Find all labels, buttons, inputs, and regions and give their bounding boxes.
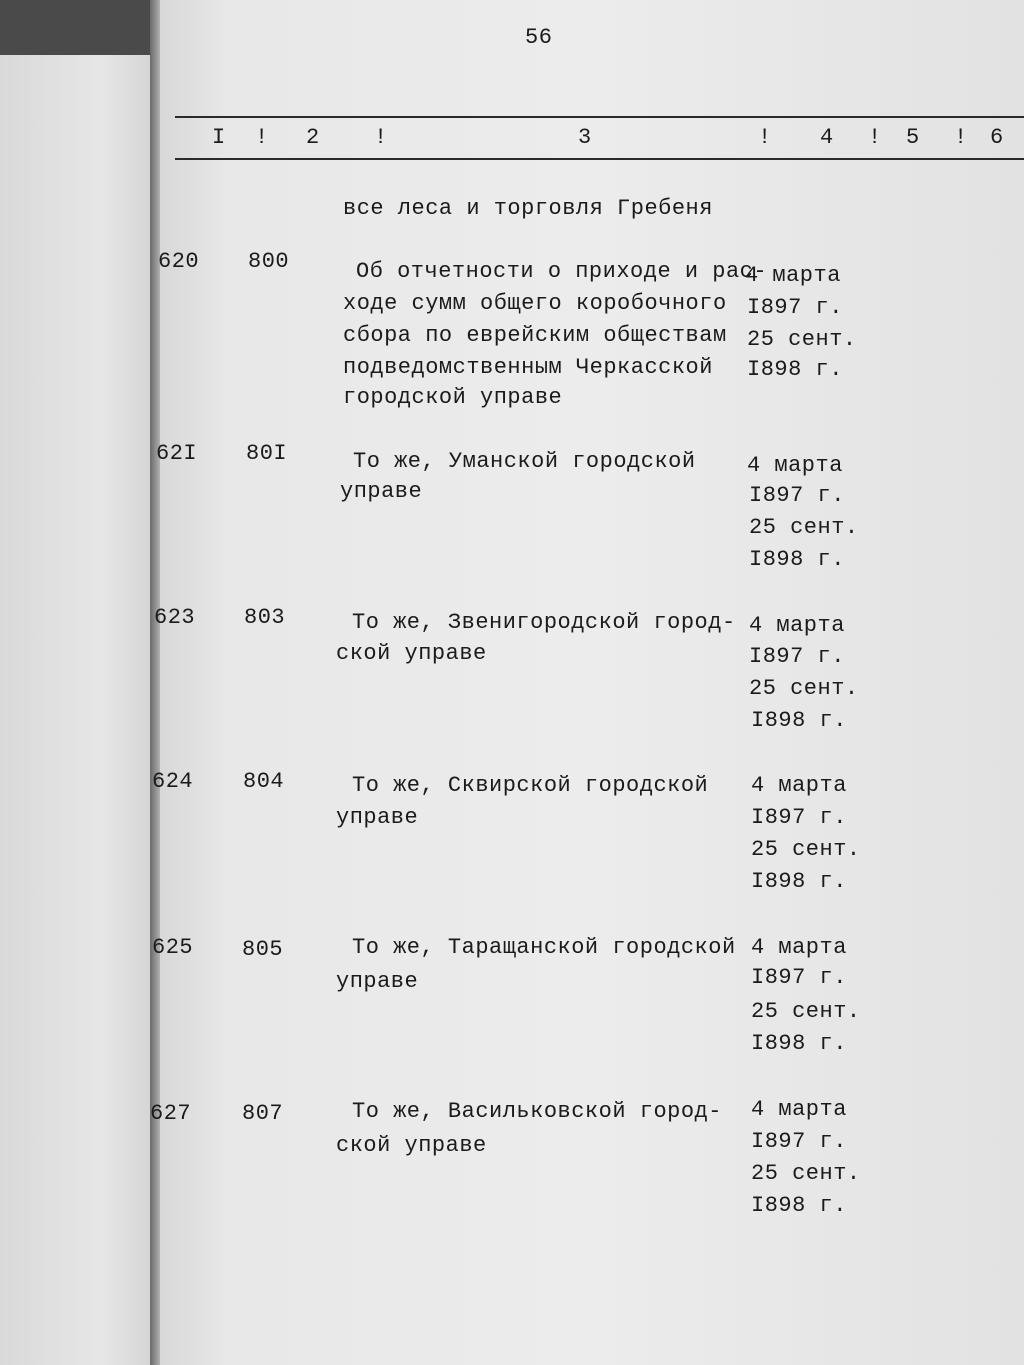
row-date-start-year: I897 г.: [749, 644, 845, 669]
row-inventory-number: 624: [152, 769, 194, 794]
row-date-end-year: I898 г.: [749, 547, 845, 572]
header-col-5: 5: [906, 125, 920, 150]
row-date-start: 4 марта: [747, 453, 843, 478]
header-separator: !: [954, 125, 968, 150]
row-date-end: 25 сент.: [751, 1161, 861, 1186]
row-title-line: То же, Сквирской городской: [352, 773, 709, 798]
header-col-6: 6: [990, 125, 1004, 150]
row-title-line: ходе сумм общего коробочного: [343, 291, 727, 316]
row-date-end-year: I898 г.: [751, 708, 847, 733]
header-col-4: 4: [820, 125, 834, 150]
continuation-text: все леса и торговля Гребеня: [343, 196, 713, 221]
row-title-line: городской управе: [343, 385, 563, 410]
row-date-end: 25 сент.: [751, 837, 861, 862]
facing-page: [0, 55, 170, 1365]
row-date-end-year: I898 г.: [751, 1193, 847, 1218]
row-inventory-number: 625: [152, 935, 194, 960]
table-header-rule: [175, 158, 1024, 160]
row-title-line: управе: [336, 805, 419, 830]
row-date-start-year: I897 г.: [751, 1129, 847, 1154]
row-file-number: 807: [242, 1101, 284, 1126]
page-number: 56: [525, 25, 553, 50]
document-page: [150, 0, 1024, 1365]
row-date-end: 25 сент.: [747, 327, 857, 352]
row-inventory-number: 623: [154, 605, 196, 630]
row-date-end: 25 сент.: [749, 515, 859, 540]
row-inventory-number: 620: [158, 249, 200, 274]
header-col-2: 2: [306, 125, 320, 150]
row-inventory-number: 627: [150, 1101, 192, 1126]
table-top-rule: [175, 116, 1024, 118]
row-date-start-year: I897 г.: [749, 483, 845, 508]
header-separator: !: [374, 125, 388, 150]
row-date-start: 4 марта: [751, 1097, 847, 1122]
header-col-3: 3: [578, 125, 592, 150]
row-date-end-year: I898 г.: [747, 357, 843, 382]
row-date-start: 4 марта: [751, 935, 847, 960]
row-date-start: 4 марта: [751, 773, 847, 798]
row-title-line: Об отчетности о приходе и рас-: [356, 259, 768, 284]
row-date-start: 4 марта: [749, 613, 845, 638]
row-title-line: управе: [340, 479, 423, 504]
row-date-start: 4 марта: [745, 263, 841, 288]
row-title-line: ской управе: [336, 641, 487, 666]
row-file-number: 804: [243, 769, 285, 794]
header-col-1: I: [212, 125, 226, 150]
row-date-end-year: I898 г.: [751, 1031, 847, 1056]
row-title-line: ской управе: [336, 1133, 487, 1158]
row-date-start-year: I897 г.: [751, 805, 847, 830]
row-file-number: 80I: [246, 441, 288, 466]
row-date-end: 25 сент.: [749, 676, 859, 701]
row-title-line: То же, Уманской городской: [353, 449, 696, 474]
row-date-start-year: I897 г.: [747, 295, 843, 320]
row-title-line: подведомственным Черкасской: [343, 355, 713, 380]
row-file-number: 800: [248, 249, 290, 274]
header-separator: !: [758, 125, 772, 150]
row-title-line: сбора по еврейским обществам: [343, 323, 727, 348]
row-title-line: То же, Васильковской город-: [352, 1099, 722, 1124]
row-date-end: 25 сент.: [751, 999, 861, 1024]
header-separator: !: [255, 125, 269, 150]
row-date-end-year: I898 г.: [751, 869, 847, 894]
header-separator: !: [868, 125, 882, 150]
row-title-line: То же, Звенигородской город-: [352, 610, 736, 635]
row-file-number: 803: [244, 605, 286, 630]
row-inventory-number: 62I: [156, 441, 198, 466]
row-date-start-year: I897 г.: [751, 965, 847, 990]
row-title-line: То же, Таращанской городской: [352, 935, 736, 960]
row-file-number: 805: [242, 937, 284, 962]
row-title-line: управе: [336, 969, 419, 994]
